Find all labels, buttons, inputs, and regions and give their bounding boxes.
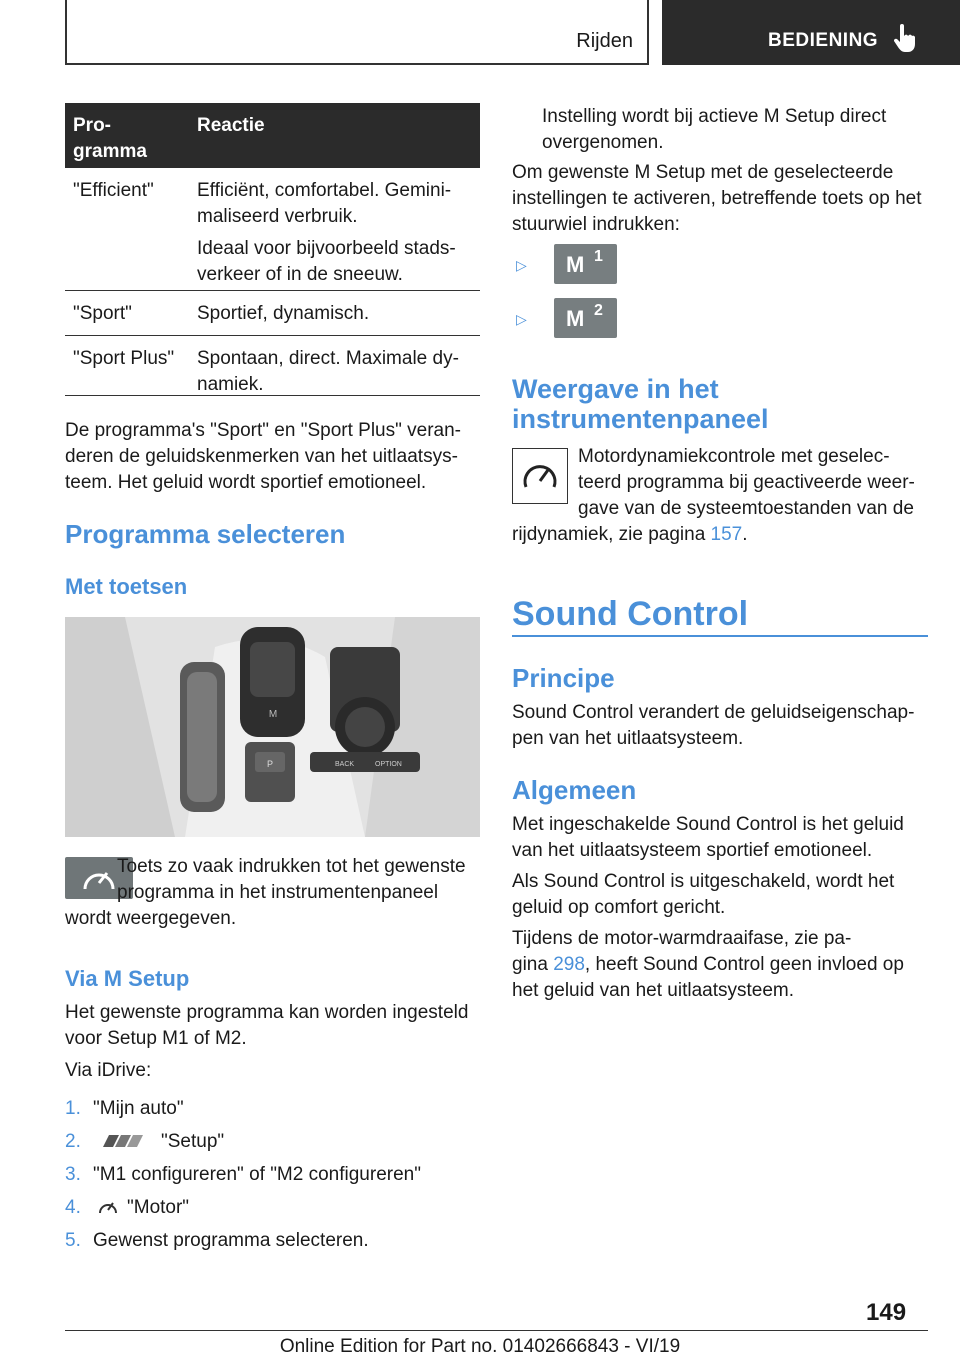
setup-note: Instelling wordt bij actieve M Setup direct overgenomen.	[542, 106, 887, 153]
m-letter: M	[566, 306, 585, 331]
m-buttons-list	[512, 250, 932, 358]
table-header	[65, 103, 480, 168]
display-text-tail: .	[742, 524, 748, 545]
principle-text: Sound Control verandert de geluidseigenschap- pen van het uitlaatsysteem.	[512, 702, 915, 749]
table-cell-program: "Efficient"	[73, 180, 154, 201]
general-text-3-part: Tijdens de motor-warmdraaifase, zie pa- gina	[512, 928, 852, 975]
page-number: 149	[866, 1299, 907, 1326]
footer-edition: Online Edition for Part no. 01402666843 - VI/19	[279, 1336, 681, 1357]
page-link-298[interactable]: 298	[553, 954, 585, 975]
activate-text: Om gewenste M Setup met de geselecteerde instellingen te activeren, betreffende toets op het stuurwiel indrukken:	[512, 162, 922, 235]
triangle-bullet-icon: ▷	[516, 311, 527, 327]
table-row	[65, 291, 480, 336]
display-text: Motordynamiekcontrole met geselec- teerd programma bij geactiveerde weer- gave van de systeemtoestanden van de	[578, 446, 915, 519]
table-header-reaction: Reactie	[197, 115, 265, 136]
header-chapter-box	[65, 0, 649, 65]
footer-rule	[65, 1330, 928, 1331]
heading-sound-control: Sound Control	[512, 595, 749, 633]
table-row	[65, 168, 480, 291]
m2-button-icon	[554, 298, 617, 338]
idrive-steps-list	[65, 1096, 480, 1261]
center-console-photo	[65, 617, 480, 837]
general-text-2: Als Sound Control is uitgeschakeld, wordt het geluid op comfort gericht.	[512, 871, 895, 918]
list-item	[65, 1162, 480, 1195]
table-cell-program: "Sport"	[73, 303, 132, 324]
photo-m-label: M	[268, 709, 278, 720]
heading-with-keys: Met toetsen	[65, 574, 188, 599]
heading-via-m-setup: Via M Setup	[65, 966, 190, 991]
photo-back-label: BACK	[335, 761, 355, 768]
heading-display-in-instrument-panel: Weergave in het instrumentenpaneel	[512, 374, 769, 434]
step-number: 2.	[65, 1131, 81, 1152]
list-item	[512, 304, 932, 358]
m-setup-text: Het gewenste programma kan worden ingesteld voor Setup M1 of M2.	[65, 1002, 469, 1049]
list-item	[65, 1129, 480, 1162]
step-number: 4.	[65, 1197, 81, 1218]
table-cell-reaction: Spontaan, direct. Maximale dy- namiek.	[197, 348, 459, 395]
list-item	[65, 1195, 480, 1228]
step-text: Gewenst programma selecteren.	[93, 1230, 369, 1251]
photo-p-label: P	[266, 759, 274, 769]
m-sport-logo-icon	[99, 1133, 151, 1149]
display-text-part: rijdynamiek, zie pagina	[512, 524, 711, 545]
table-cell-program: "Sport Plus"	[73, 348, 175, 369]
table-cell-text: Ideaal voor bijvoorbeeld stads- verkeer of in de sneeuw.	[197, 238, 456, 285]
keys-note-text: Toets zo vaak indrukken tot het gewenste programma in het instrumentenpaneel	[117, 856, 466, 903]
step-number: 3.	[65, 1164, 81, 1185]
general-text-3-tail: , heeft Sound Control geen invloed op het geluid van het uitlaatsysteem.	[512, 954, 904, 1001]
intro-paragraph: De programma's "Sport" en "Sport Plus" veran- deren de geluidskenmerken van het uitlaatsys- teem. Het geluid wordt sportief emotioneel.	[65, 420, 461, 493]
heading-select-program: Programma selecteren	[65, 519, 346, 549]
header-section-box	[662, 0, 960, 65]
heading-principle: Principe	[512, 663, 615, 693]
general-text-3	[512, 926, 932, 1004]
chapter-title: Rijden	[576, 30, 633, 52]
table-cell-reaction: Sportief, dynamisch.	[197, 303, 370, 324]
table-row	[65, 336, 480, 396]
step-text: "Setup"	[161, 1131, 225, 1152]
gauge-icon	[97, 1197, 119, 1217]
heading-rule	[512, 635, 928, 637]
photo-option-label: OPTION	[375, 761, 402, 768]
step-number: 5.	[65, 1230, 81, 1251]
m-letter: M	[566, 252, 585, 277]
table-header-program: Pro- gramma	[73, 115, 147, 162]
triangle-bullet-icon: ▷	[516, 257, 527, 273]
keys-note-text-cont: wordt weergegeven.	[65, 908, 237, 929]
section-title: BEDIENING	[768, 30, 879, 51]
page-link-157[interactable]: 157	[710, 524, 743, 545]
table-cell-text: Efficiënt, comfortabel. Gemini- maliseerd verbruik.	[197, 180, 452, 227]
hand-pointer-icon	[894, 24, 916, 54]
m1-button-icon	[554, 244, 617, 284]
via-idrive-label: Via iDrive:	[65, 1060, 152, 1081]
heading-general: Algemeen	[512, 775, 637, 805]
program-table	[65, 103, 480, 396]
list-item	[65, 1228, 480, 1261]
list-item	[512, 250, 932, 304]
list-item	[65, 1096, 480, 1129]
display-text-cont	[512, 522, 748, 548]
table-cell-reaction	[197, 178, 477, 288]
gauge-icon	[512, 448, 568, 504]
step-text: "M1 configureren" of "M2 configureren"	[93, 1164, 421, 1185]
general-text-1: Met ingeschakelde Sound Control is het geluid van het uitlaatsysteem sportief emotioneel.	[512, 814, 904, 861]
m-sup: 2	[594, 302, 603, 319]
step-text: "Motor"	[127, 1197, 190, 1218]
m-sup: 1	[594, 248, 603, 265]
console-illustration	[65, 617, 480, 837]
step-text: "Mijn auto"	[93, 1098, 184, 1119]
step-number: 1.	[65, 1098, 81, 1119]
